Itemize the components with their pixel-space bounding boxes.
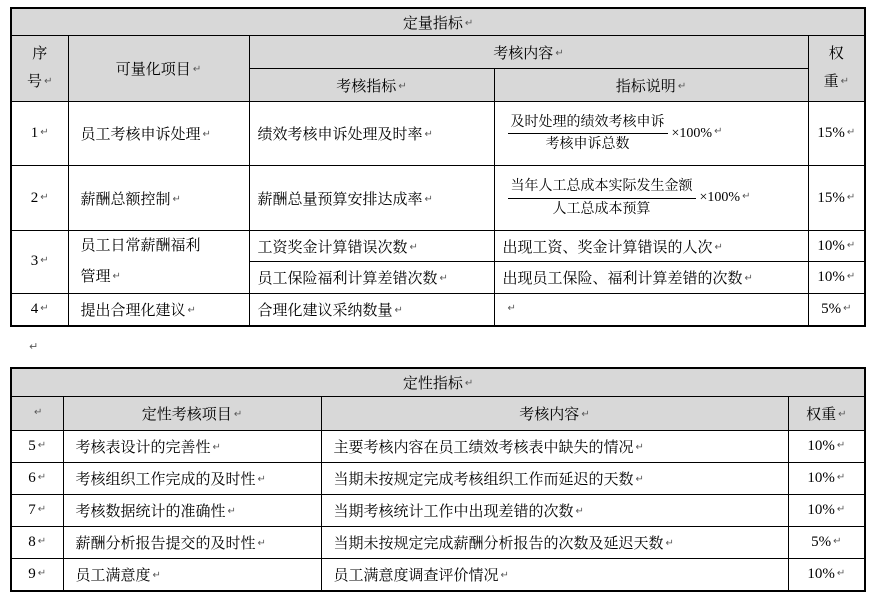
qualitative-table bbox=[10, 367, 866, 592]
header-description: 指标说明 ↵ bbox=[494, 69, 808, 102]
weight-cell: 10% ↵ bbox=[808, 262, 865, 293]
paragraph-mark: ↵ bbox=[575, 505, 584, 517]
paragraph-mark: ↵ bbox=[635, 473, 644, 485]
weight-cell: 10% ↵ bbox=[808, 231, 865, 262]
formula-suffix: ×100% bbox=[671, 125, 713, 141]
indicator-cell: 薪酬总量预算安排达成率 ↵ bbox=[249, 166, 494, 231]
content-cell: 员工满意度调查评价情况 ↵ bbox=[321, 558, 788, 591]
weight-cell: 15% ↵ bbox=[808, 102, 865, 166]
paragraph-mark: ↵ bbox=[833, 535, 842, 547]
row-no-cell: 3 ↵ bbox=[11, 231, 68, 294]
project-cell: 提出合理化建议 ↵ bbox=[68, 293, 249, 326]
paragraph-mark: ↵ bbox=[398, 80, 407, 92]
paragraph-mark: ↵ bbox=[424, 129, 433, 140]
paragraph-mark: ↵ bbox=[172, 193, 181, 205]
paragraph-mark: ↵ bbox=[187, 304, 196, 316]
paragraph-mark: ↵ bbox=[40, 302, 49, 314]
weight-cell: 15% ↵ bbox=[808, 166, 865, 231]
paragraph-mark: ↵ bbox=[836, 439, 846, 451]
formula-suffix: ×100% bbox=[699, 190, 741, 205]
paragraph-mark: ↵ bbox=[846, 270, 856, 282]
indicator-cell: 合理化建议采纳数量 ↵ bbox=[249, 293, 494, 326]
paragraph-mark: ↵ bbox=[192, 64, 202, 75]
row-no-cell: 1 ↵ bbox=[11, 102, 68, 166]
header-content: 考核内容 ↵ bbox=[249, 36, 808, 69]
paragraph-mark: ↵ bbox=[846, 239, 856, 251]
table-row bbox=[11, 462, 865, 494]
project-cell: 考核数据统计的准确性 ↵ bbox=[63, 494, 321, 526]
paragraph-mark: ↵ bbox=[44, 75, 53, 87]
weight-cell: 5% ↵ bbox=[788, 526, 865, 558]
table-row bbox=[11, 231, 865, 262]
header-no bbox=[11, 36, 68, 102]
paragraph-mark: ↵ bbox=[838, 408, 847, 420]
content-cell: 当期未按规定完成考核组织工作而延迟的天数 ↵ bbox=[321, 462, 788, 494]
paragraph-mark: ↵ bbox=[37, 471, 47, 483]
paragraph-mark: ↵ bbox=[555, 47, 564, 59]
fraction-formula bbox=[495, 178, 808, 218]
row-no-cell: 6 ↵ bbox=[11, 462, 63, 494]
project-cell: 员工考核申诉处理 ↵ bbox=[68, 102, 249, 166]
project-cell: 员工满意度 ↵ bbox=[63, 558, 321, 591]
between-tables-paragraph bbox=[10, 327, 864, 367]
paragraph-mark: ↵ bbox=[227, 505, 236, 517]
table-title-row bbox=[11, 368, 865, 397]
paragraph-mark: ↵ bbox=[394, 304, 403, 316]
header-row bbox=[11, 396, 865, 430]
row-no-cell: 9 ↵ bbox=[11, 558, 63, 591]
paragraph-mark: ↵ bbox=[409, 241, 418, 253]
paragraph-mark: ↵ bbox=[34, 406, 43, 418]
qualitative-table-title bbox=[11, 368, 865, 397]
paragraph-mark: ↵ bbox=[744, 272, 753, 284]
table-title-text: 定量指标 bbox=[402, 15, 463, 32]
paragraph-mark: ↵ bbox=[37, 503, 47, 515]
row-no-cell: 7 ↵ bbox=[11, 494, 63, 526]
table-row bbox=[11, 494, 865, 526]
header-no bbox=[11, 396, 63, 430]
header-weight-line2: 重 bbox=[823, 73, 839, 90]
paragraph-mark: ↵ bbox=[714, 126, 723, 137]
paragraph-mark: ↵ bbox=[257, 473, 266, 485]
header-weight: 权重 ↵ bbox=[788, 396, 865, 430]
paragraph-mark: ↵ bbox=[40, 127, 49, 138]
header-row bbox=[11, 36, 865, 69]
table-row bbox=[11, 558, 865, 591]
weight-cell: 10% ↵ bbox=[788, 430, 865, 462]
project-cell: 薪酬总额控制 ↵ bbox=[68, 166, 249, 231]
quantitative-table-title bbox=[11, 8, 865, 36]
formula-denominator: 人工总成本预算 bbox=[552, 201, 651, 217]
row-no-cell: 8 ↵ bbox=[11, 526, 63, 558]
paragraph-mark: ↵ bbox=[152, 569, 161, 581]
table-row bbox=[11, 102, 865, 166]
content-cell: 当期考核统计工作中出现差错的次数 ↵ bbox=[321, 494, 788, 526]
weight-cell: 10% ↵ bbox=[788, 558, 865, 591]
paragraph-mark: ↵ bbox=[581, 408, 590, 420]
header-project: 定性考核项目 ↵ bbox=[63, 396, 321, 430]
paragraph-mark: ↵ bbox=[29, 340, 39, 353]
paragraph-mark: ↵ bbox=[257, 537, 266, 549]
weight-cell: 5% ↵ bbox=[808, 293, 865, 326]
description-cell bbox=[494, 166, 808, 231]
quantitative-table bbox=[10, 7, 866, 327]
paragraph-mark: ↵ bbox=[464, 17, 474, 29]
paragraph-mark: ↵ bbox=[714, 241, 723, 253]
description-cell: 出现员工保险、福利计算差错的次数 ↵ bbox=[494, 262, 808, 293]
paragraph-mark: ↵ bbox=[836, 503, 846, 515]
paragraph-mark: ↵ bbox=[212, 441, 221, 453]
paragraph-mark: ↵ bbox=[37, 535, 47, 547]
header-project: 可量化项目 ↵ bbox=[68, 36, 249, 102]
paragraph-mark: ↵ bbox=[665, 537, 674, 549]
paragraph-mark: ↵ bbox=[843, 302, 852, 314]
description-cell: 出现工资、奖金计算错误的人次 ↵ bbox=[494, 231, 808, 262]
row-no-cell: 5 ↵ bbox=[11, 430, 63, 462]
paragraph-mark: ↵ bbox=[846, 127, 856, 138]
table-row bbox=[11, 526, 865, 558]
weight-cell: 10% ↵ bbox=[788, 462, 865, 494]
row-no-cell: 2 ↵ bbox=[11, 166, 68, 231]
paragraph-mark: ↵ bbox=[112, 270, 121, 282]
paragraph-mark: ↵ bbox=[37, 439, 47, 451]
header-weight bbox=[808, 36, 865, 102]
paragraph-mark: ↵ bbox=[836, 567, 846, 579]
row-no-cell: 4 ↵ bbox=[11, 293, 68, 326]
paragraph-mark: ↵ bbox=[840, 75, 849, 87]
indicator-cell: 员工保险福利计算差错次数 ↵ bbox=[249, 262, 494, 293]
paragraph-mark: ↵ bbox=[836, 471, 846, 483]
paragraph-mark: ↵ bbox=[37, 567, 47, 579]
paragraph-mark: ↵ bbox=[233, 408, 243, 420]
description-cell bbox=[494, 102, 808, 166]
paragraph-mark: ↵ bbox=[742, 190, 751, 202]
paragraph-mark: ↵ bbox=[40, 191, 49, 203]
paragraph-mark: ↵ bbox=[677, 80, 687, 92]
header-no-line1: 序 bbox=[32, 45, 48, 62]
description-cell bbox=[494, 293, 808, 326]
fraction-formula bbox=[495, 114, 808, 154]
table-title-text: 定性指标 bbox=[402, 375, 463, 392]
indicator-cell: 绩效考核申诉处理及时率 ↵ bbox=[249, 102, 494, 166]
content-cell: 当期未按规定完成薪酬分析报告的次数及延迟天数 ↵ bbox=[321, 526, 788, 558]
formula-numerator: 及时处理的绩效考核申诉 bbox=[508, 114, 668, 135]
formula-denominator: 考核申诉总数 bbox=[545, 137, 630, 152]
table-row bbox=[11, 166, 865, 231]
weight-cell: 10% ↵ bbox=[788, 494, 865, 526]
project-cell: 考核组织工作完成的及时性 ↵ bbox=[63, 462, 321, 494]
header-weight-line1: 权 bbox=[828, 45, 844, 62]
fraction bbox=[508, 178, 696, 218]
header-no-line2: 号 bbox=[27, 73, 43, 90]
project-cell bbox=[68, 231, 249, 294]
table-row bbox=[11, 293, 865, 326]
paragraph-mark: ↵ bbox=[40, 255, 49, 267]
paragraph-mark: ↵ bbox=[202, 129, 211, 140]
paragraph-mark: ↵ bbox=[507, 302, 516, 314]
content-cell: 主要考核内容在员工绩效考核表中缺失的情况 ↵ bbox=[321, 430, 788, 462]
formula-numerator: 当年人工总成本实际发生金额 bbox=[508, 178, 696, 199]
paragraph-mark: ↵ bbox=[846, 191, 856, 203]
project-text: 员工日常薪酬福利管理 ↵ bbox=[80, 238, 201, 285]
indicator-cell: 工资奖金计算错误次数 ↵ bbox=[249, 231, 494, 262]
paragraph-mark: ↵ bbox=[439, 272, 448, 284]
fraction bbox=[508, 114, 668, 154]
header-indicator: 考核指标 ↵ bbox=[249, 69, 494, 102]
paragraph-mark: ↵ bbox=[464, 377, 474, 389]
project-cell: 薪酬分析报告提交的及时性 ↵ bbox=[63, 526, 321, 558]
paragraph-mark: ↵ bbox=[635, 441, 644, 453]
paragraph-mark: ↵ bbox=[500, 569, 509, 581]
header-content: 考核内容 ↵ bbox=[321, 396, 788, 430]
project-cell: 考核表设计的完善性 ↵ bbox=[63, 430, 321, 462]
paragraph-mark: ↵ bbox=[424, 193, 433, 205]
table-row bbox=[11, 430, 865, 462]
table-title-row bbox=[11, 8, 865, 36]
